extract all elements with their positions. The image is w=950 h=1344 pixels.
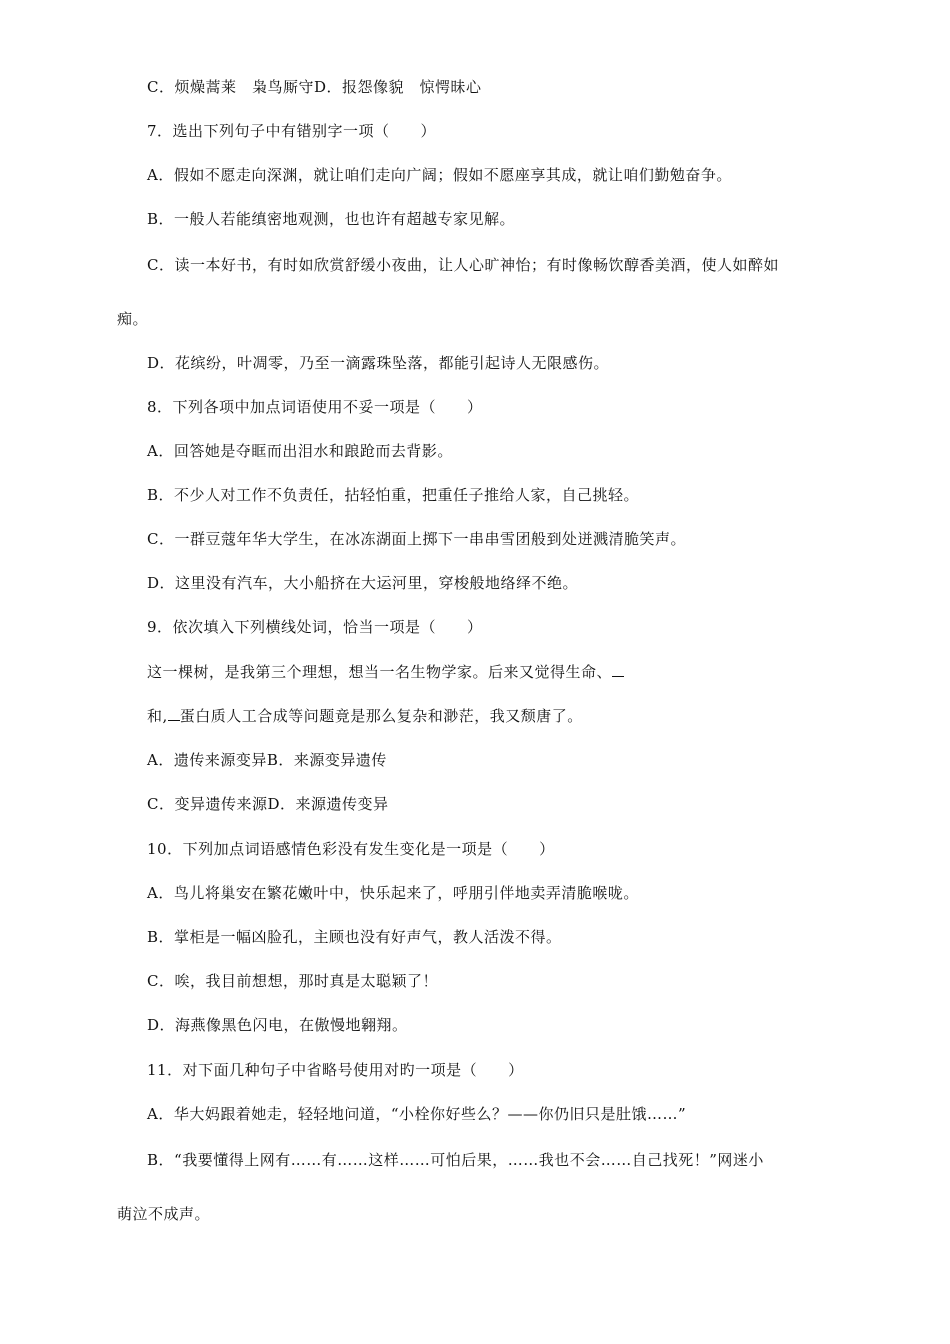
option-a-q8: A．回答她是夺眶而出泪水和踉跄而去背影。 xyxy=(147,442,453,460)
option-d-q10: D．海燕像黑色闪电，在傲慢地翱翔。 xyxy=(147,1016,408,1034)
option-b-q11: B．“我要懂得上网有……有……这样……可怕后果，……我也不会……自己找死！”网迷小 xyxy=(147,1151,764,1169)
passage-text-3: 蛋白质人工合成等问题竟是那么复杂和渺茫，我又颓唐了。 xyxy=(179,707,583,725)
passage-text-1: 这一棵树，是我第三个理想，想当一名生物学家。后来又觉得生命 xyxy=(147,663,597,681)
blank-2: , xyxy=(163,707,180,725)
option-c-q6: C．烦燥蒿莱 枭鸟厮守D．报怨像貌 惊愕昧心 xyxy=(147,78,482,96)
question-7: 7．选出下列句子中有错别字一项（ ） xyxy=(147,122,437,140)
option-a-q7: A．假如不愿走向深渊，就让咱们走向广阔；假如不愿座享其成，就让咱们勤勉奋争。 xyxy=(147,166,732,184)
option-c-q10: C．唉，我目前想想，那时真是太聪颖了！ xyxy=(147,972,438,990)
option-a-q11: A．华大妈跟着她走，轻轻地问道，“小栓你好些么？——你仍旧只是肚饿……” xyxy=(147,1105,687,1123)
option-d-q8: D．这里没有汽车，大小船挤在大运河里，穿梭般地络绎不绝。 xyxy=(147,574,579,592)
option-c-q7: C．读一本好书，有时如欣赏舒缓小夜曲，让人心旷神怡；有时像畅饮醇香美酒，使人如醉如 xyxy=(147,256,779,274)
option-b-q7: B．一般人若能缜密地观测，也也许有超越专家见解。 xyxy=(147,210,516,228)
option-d-q7: D．花缤纷，叶凋零，乃至一滴露珠坠落，都能引起诗人无限感伤。 xyxy=(147,354,610,372)
option-b-q11-continued: 萌泣不成声。 xyxy=(117,1205,211,1223)
question-11: 11．对下面几种句子中省略号使用对旳一项是（ ） xyxy=(147,1061,524,1079)
question-8: 8．下列各项中加点词语使用不妥一项是（ ） xyxy=(147,398,483,416)
option-b-q8: B．不少人对工作不负责任，拈轻怕重，把重任子推给人家，自己挑轻。 xyxy=(147,486,640,504)
question-9-passage-line-1 xyxy=(147,662,624,682)
question-10: 10．下列加点词语感情色彩没有发生变化是一项是（ ） xyxy=(147,840,555,858)
option-b-q10: B．掌柜是一幅凶脸孔，主顾也没有好声气，教人活泼不得。 xyxy=(147,928,562,946)
option-ab-q9: A．遗传来源变异B．来源变异遗传 xyxy=(147,751,387,769)
blank-1: 、 xyxy=(597,663,625,681)
option-c-q7-continued: 痴。 xyxy=(117,310,149,328)
passage-text-2: 和 xyxy=(147,707,163,725)
option-a-q10: A．鸟儿将巢安在繁花嫩叶中，快乐起来了，呼朋引伴地卖弄清脆喉咙。 xyxy=(147,884,639,902)
option-c-q8: C．一群豆蔻年华大学生，在冰冻湖面上掷下一串串雪团般到处迸溅清脆笑声。 xyxy=(147,530,686,548)
question-9-passage-line-2 xyxy=(147,706,583,726)
option-cd-q9: C．变异遗传来源D．来源遗传变异 xyxy=(147,795,389,813)
question-9: 9．依次填入下列横线处词，恰当一项是（ ） xyxy=(147,618,483,636)
